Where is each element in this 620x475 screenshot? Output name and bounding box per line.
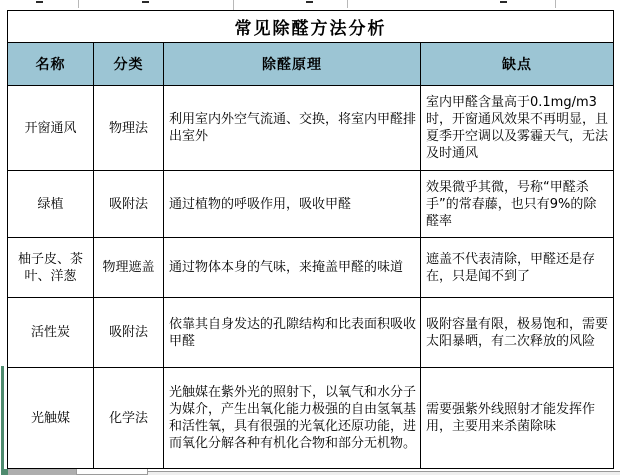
header-drawback: 缺点 xyxy=(421,43,614,86)
table-row xyxy=(8,368,614,469)
cell-principle: 依靠其自身发达的孔隙结构和比表面积吸收甲醛 xyxy=(164,298,421,368)
cell-drawback: 需要强紫外线照射才能发挥作用，主要用来杀菌除味 xyxy=(421,368,614,469)
table-row xyxy=(8,86,614,171)
table-row xyxy=(8,298,614,368)
cell-name: 光触媒 xyxy=(8,368,94,469)
gridline-remnant-tick xyxy=(306,1,313,3)
cell-drawback: 效果微乎其微，号称“甲醛杀手”的常春藤，也只有9%的除醛率 xyxy=(421,171,614,238)
cell-name: 绿植 xyxy=(8,171,94,238)
selection-border-corner xyxy=(1,469,8,475)
cell-name: 开窗通风 xyxy=(8,86,94,171)
gridline-remnant-vline xyxy=(347,0,348,8)
cell-principle: 通过植物的呼吸作用，吸收甲醛 xyxy=(164,171,421,238)
gridline-remnant-vline xyxy=(78,0,79,8)
gridline-remnant-vline xyxy=(555,0,556,8)
gridline-remnant-tick xyxy=(36,1,43,3)
cell-category: 化学法 xyxy=(94,368,164,469)
gridline-remnant-vline xyxy=(233,0,234,10)
bottom-gridline-remnant xyxy=(148,471,620,475)
bottom-cell-remnant-gray xyxy=(8,469,76,475)
cell-principle: 通过物体本身的气味，来掩盖甲醛的味道 xyxy=(164,238,421,298)
formaldehyde-methods-table xyxy=(7,10,614,469)
table-title-row xyxy=(8,11,614,43)
bottom-cell-remnant-white xyxy=(76,469,148,475)
table-header-row xyxy=(8,43,614,86)
cell-category: 吸附法 xyxy=(94,171,164,238)
cell-principle: 光触媒在紫外光的照射下，以氧气和水分子为媒介，产生出氧化能力极强的自由氢氧基和活性氧，具有很强的光氧化还原功能，进而氧化分解各种有机化合物和部分无机物。 xyxy=(164,368,421,469)
cell-principle: 利用室内外空气流通、交换，将室内甲醛排出室外 xyxy=(164,86,421,171)
header-category: 分类 xyxy=(94,43,164,86)
header-name: 名称 xyxy=(8,43,94,86)
cell-category: 吸附法 xyxy=(94,298,164,368)
table-row xyxy=(8,171,614,238)
gridline-remnant-tick xyxy=(500,1,507,3)
table-title: 常见除醛方法分析 xyxy=(8,11,614,43)
table-row xyxy=(8,238,614,298)
cell-name: 活性炭 xyxy=(8,298,94,368)
selection-border-fragment xyxy=(1,366,4,471)
cell-drawback: 室内甲醛含量高于0.1mg/m3时，开窗通风效果不再明显，且夏季开空调以及雾霾天气，无法及时通风 xyxy=(421,86,614,171)
cell-drawback: 遮盖不代表清除，甲醛还是存在，只是闻不到了 xyxy=(421,238,614,298)
header-principle: 除醛原理 xyxy=(164,43,421,86)
cell-category: 物理遮盖 xyxy=(94,238,164,298)
cell-category: 物理法 xyxy=(94,86,164,171)
gridline-remnant-tick xyxy=(142,1,149,3)
cell-drawback: 吸附容量有限，极易饱和，需要太阳暴晒，有二次释放的风险 xyxy=(421,298,614,368)
cell-name: 柚子皮、茶叶、洋葱 xyxy=(8,238,94,298)
